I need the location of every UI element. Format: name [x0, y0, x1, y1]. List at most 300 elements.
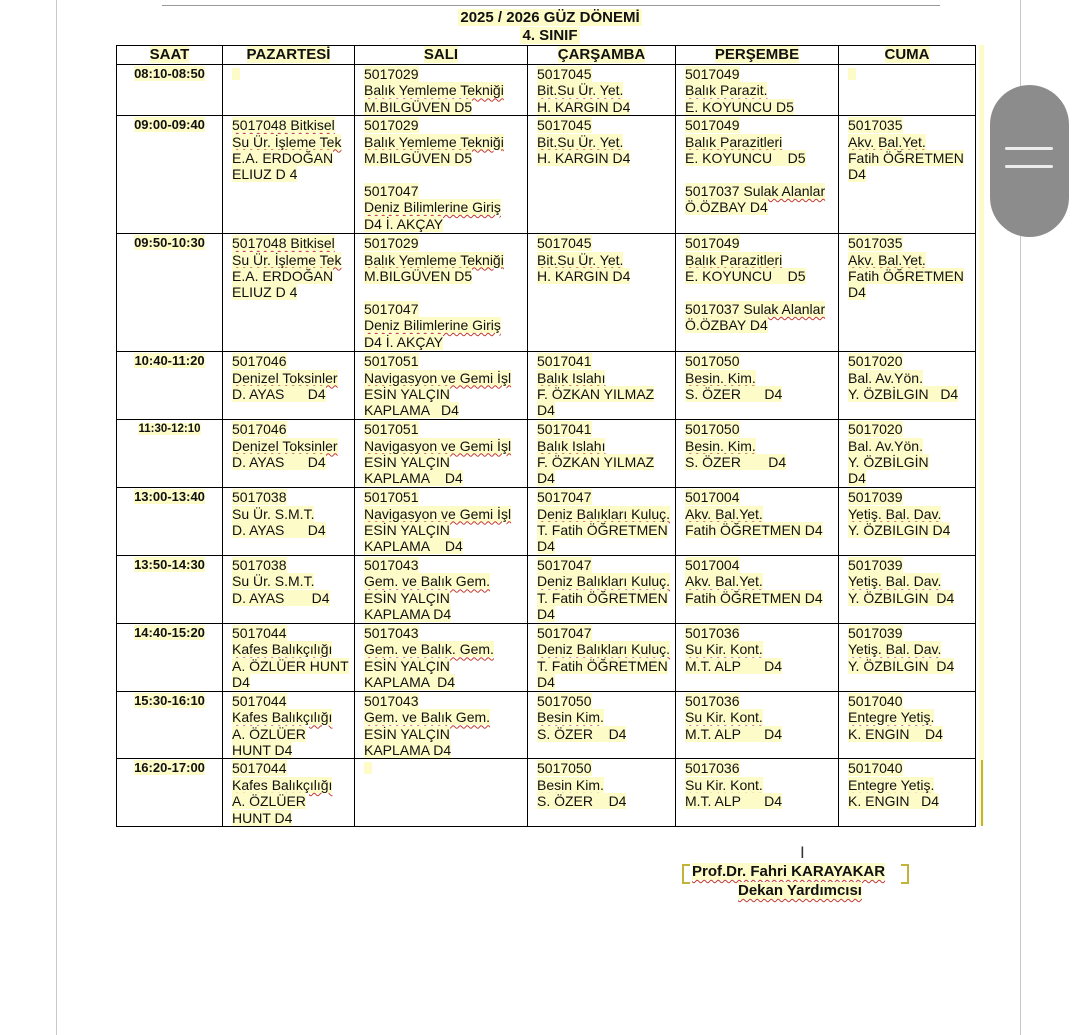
cell-text-line [232, 742, 354, 758]
cell-text: 5017048 Bitkisel [232, 117, 335, 134]
schedule-cell[interactable] [223, 691, 355, 759]
cell-text: Entegre Yetiş. [848, 709, 935, 726]
cell-text: 5017044 [232, 692, 287, 709]
cell-text: 5017036 [685, 760, 740, 777]
table-row [117, 623, 976, 691]
schedule-cell[interactable] [355, 759, 528, 827]
cell-text-line [848, 386, 975, 402]
cell-text: Y. ÖZBILGIN D4 [848, 522, 951, 539]
cell-text-line [848, 134, 975, 150]
schedule-cell[interactable] [839, 420, 976, 488]
cell-text-line [685, 370, 838, 386]
cell-text: A. ÖZLÜER HUNT [232, 657, 349, 674]
cell-text-line [848, 506, 975, 522]
cell-text-line [848, 522, 975, 538]
cell-text: D4 İ. AKÇAY [364, 333, 444, 350]
cell-text-line [232, 117, 354, 133]
cell-text-line [364, 150, 527, 166]
cell-text-line [364, 522, 527, 538]
cell-spacer [685, 284, 838, 300]
cell-text: KAPLAMA D4 [364, 470, 463, 487]
cell-text-line [848, 268, 975, 284]
cell-text: 5017050 [685, 353, 740, 370]
table-row [117, 691, 976, 759]
time-slot-label: 10:40-11:20 [134, 353, 205, 369]
time-slot-label: 08:10-08:50 [134, 66, 205, 81]
schedule-cell[interactable] [528, 352, 676, 420]
cell-text: D4 [848, 284, 866, 301]
schedule-cell[interactable] [355, 420, 528, 488]
schedule-cell[interactable] [676, 623, 839, 691]
cell-text: 5017039 [848, 489, 903, 506]
schedule-cell[interactable] [528, 555, 676, 623]
cell-text: Balık Yemleme Tekniği [364, 251, 504, 268]
cell-text-line [685, 793, 838, 809]
schedule-cell[interactable] [528, 623, 676, 691]
cell-text: H. KARGIN D4 [537, 98, 631, 115]
cell-text: A. ÖZLÜER [232, 793, 306, 810]
cell-text-line [364, 353, 527, 369]
cell-text-line [685, 268, 838, 284]
schedule-cell[interactable] [528, 759, 676, 827]
schedule-cell[interactable] [676, 352, 839, 420]
cell-text: Balık Parazitleri [685, 133, 783, 150]
cell-text-line [364, 386, 527, 402]
cell-text: H. KARGIN D4 [537, 268, 631, 285]
schedule-cell[interactable] [839, 234, 976, 352]
cell-text-line [232, 370, 354, 386]
table-row [117, 759, 976, 827]
cell-text: Balık Yemleme Tekniği [364, 82, 504, 99]
cell-text: Deniz Balıkları Kuluç. [537, 505, 671, 522]
cell-text: D4 İ. AKÇAY [364, 215, 444, 232]
cell-text-line [232, 489, 354, 505]
cell-text-line [232, 421, 354, 437]
time-slot-label: 09:50-10:30 [134, 235, 205, 251]
cell-text: 5017050 [685, 421, 740, 438]
schedule-cell[interactable] [676, 555, 839, 623]
cell-text-line [232, 674, 354, 690]
schedule-cell[interactable] [676, 759, 839, 827]
cell-text: KAPLAMA D4 [364, 742, 452, 759]
cell-text-line [685, 522, 838, 538]
cell-text-line [685, 99, 838, 115]
cell-text-line [364, 557, 527, 573]
cell-text-line [685, 726, 838, 742]
cell-text-line [364, 606, 527, 622]
cell-text: M.BILGÜVEN D5 [364, 150, 473, 167]
cell-text: T. Fatih ÖĞRETMEN [537, 589, 668, 606]
cell-text-line [537, 658, 675, 674]
cell-text-line [848, 726, 975, 742]
cell-text-line [364, 742, 527, 758]
empty-cell-mark [848, 68, 856, 80]
cell-text-line [685, 625, 838, 641]
cell-text-line [848, 573, 975, 589]
cell-text-line [537, 235, 675, 251]
cell-text-line [537, 693, 675, 709]
cell-text: Yetiş. Bal. Dav. [848, 505, 942, 522]
schedule-cell[interactable] [676, 234, 839, 352]
cell-text: Bit.Su Ür. Yet. [537, 251, 624, 268]
cell-text-line [537, 557, 675, 573]
cell-spacer [685, 166, 838, 182]
cell-text-line [364, 82, 527, 98]
schedule-cell[interactable] [223, 488, 355, 556]
cell-text-line [685, 557, 838, 573]
cell-text-line [848, 470, 975, 486]
cell-text: 5017050 [537, 760, 592, 777]
cell-text: D4 [232, 674, 250, 691]
schedule-cell[interactable] [839, 116, 976, 234]
cell-text-line [848, 489, 975, 505]
header-carsamba: ÇARŞAMBA [528, 46, 676, 65]
cell-text: A. ÖZLÜER [232, 725, 306, 742]
schedule-cell[interactable] [528, 65, 676, 116]
cell-text: 5017044 [232, 760, 287, 777]
cell-text-line [537, 438, 675, 454]
time-slot [117, 759, 223, 827]
cell-text: Bit.Su Ür. Yet. [537, 133, 624, 150]
cell-text-line [685, 438, 838, 454]
cell-text-line [232, 777, 354, 793]
cell-spacer [364, 284, 527, 300]
cell-text-line [364, 301, 527, 317]
cell-text: D4 [848, 166, 866, 183]
cell-text: Su Kir. Kont. [685, 641, 763, 658]
cell-text-line [848, 438, 975, 454]
cell-text: 5017037 Sulak Alanlar [685, 182, 826, 199]
cell-text-line [232, 268, 354, 284]
cell-text: 5017045 [537, 117, 592, 134]
cell-text-line [537, 625, 675, 641]
cell-text-line [537, 99, 675, 115]
cell-text: 5017029 [364, 235, 419, 252]
cell-text: 5017036 [685, 624, 740, 641]
selection-bracket-left [682, 864, 690, 884]
schedule-cell[interactable] [355, 234, 528, 352]
cell-text: Akv. Bal.Yet. [685, 505, 763, 522]
scroll-thumb[interactable] [990, 85, 1069, 237]
cell-text: Besin. Kim. [685, 369, 756, 386]
cell-text-line [232, 150, 354, 166]
cell-text: ESİN YALÇIN [364, 454, 450, 471]
table-row [117, 488, 976, 556]
cell-text-line [364, 693, 527, 709]
time-slot-label: 13:00-13:40 [134, 489, 205, 505]
cell-text-line [685, 693, 838, 709]
schedule-cell[interactable] [839, 65, 976, 116]
cell-text-line [685, 421, 838, 437]
cell-text-line [848, 454, 975, 470]
schedule-cell[interactable] [676, 116, 839, 234]
schedule-cell[interactable] [223, 555, 355, 623]
cell-text-line [364, 625, 527, 641]
cell-text-line [537, 726, 675, 742]
cell-text-line [232, 557, 354, 573]
cell-text: 5017036 [685, 692, 740, 709]
table-row [117, 234, 976, 352]
cell-text: Kafes Balıkçılığı [232, 641, 333, 658]
time-slot [117, 623, 223, 691]
cell-text-line [685, 66, 838, 82]
schedule-cell[interactable] [839, 623, 976, 691]
cell-text-line [685, 658, 838, 674]
cell-text: 5017043 [364, 692, 419, 709]
cell-text: 5017044 [232, 624, 287, 641]
cell-text: D4 [848, 470, 866, 487]
cell-text: 5017051 [364, 421, 419, 438]
cell-text-line [685, 709, 838, 725]
schedule-cell[interactable] [223, 65, 355, 116]
cell-text-line [848, 370, 975, 386]
schedule-cell[interactable] [355, 691, 528, 759]
cell-text-line [848, 235, 975, 251]
cell-text-line [848, 641, 975, 657]
cell-text-line [537, 489, 675, 505]
cell-text-line [364, 66, 527, 82]
cell-text: T. Fatih ÖĞRETMEN [537, 522, 668, 539]
cell-text: 5017004 [685, 556, 740, 573]
cell-text: Su Ür. İşleme Tek [232, 133, 342, 150]
cell-text-line [232, 658, 354, 674]
cell-text-line [364, 590, 527, 606]
cell-text-line [364, 470, 527, 486]
cell-text: Entegre Yetiş. [848, 776, 935, 793]
cell-text-line [537, 470, 675, 486]
cell-text-line [537, 117, 675, 133]
cell-text: Su Ür. S.M.T. [232, 573, 315, 590]
cell-text: Akv. Bal.Yet. [848, 133, 926, 150]
schedule-cell[interactable] [355, 116, 528, 234]
cell-text-line [232, 726, 354, 742]
cell-text-line [848, 590, 975, 606]
schedule-cell[interactable] [839, 691, 976, 759]
cell-text: M.T. ALP D4 [685, 725, 783, 742]
cell-text-line [685, 777, 838, 793]
cell-text: ELIUZ D 4 [232, 284, 298, 301]
cell-text: Y. ÖZBİLGİN [848, 454, 929, 471]
cell-text: Bal. Av.Yön. [848, 369, 923, 386]
cell-text: 5017004 [685, 489, 740, 506]
cell-text: E. KOYUNCU D5 [685, 268, 806, 285]
cell-text: KAPLAMA D4 [364, 674, 456, 691]
cell-text-line [232, 454, 354, 470]
schedule-cell[interactable] [676, 488, 839, 556]
cell-text: Besin. Kim. [685, 437, 756, 454]
header-row [117, 46, 976, 65]
cell-text-line [537, 402, 675, 418]
schedule-cell[interactable] [839, 488, 976, 556]
schedule-cell[interactable] [355, 555, 528, 623]
cell-text-line [537, 674, 675, 690]
cell-text: Ö.ÖZBAY D4 [685, 199, 768, 216]
cell-text: D. AYAS D4 [232, 454, 326, 471]
cell-text: Y. ÖZBILGIN D4 [848, 589, 955, 606]
time-slot-label: 13:50-14:30 [134, 556, 205, 572]
cell-text-line [848, 658, 975, 674]
table-row [117, 65, 976, 116]
cell-text-line [848, 709, 975, 725]
schedule-cell[interactable] [676, 420, 839, 488]
cell-text: Deniz Bilimlerine Giriş [364, 199, 501, 216]
cell-text: 5017038 [232, 489, 287, 506]
cell-text: 5017020 [848, 421, 903, 438]
cell-text: E.A. ERDOĞAN [232, 150, 334, 167]
schedule-cell[interactable] [223, 116, 355, 234]
time-slot [117, 116, 223, 234]
cell-text: Bit.Su Ür. Yet. [537, 82, 624, 99]
schedule-cell[interactable] [355, 352, 528, 420]
table-row [117, 555, 976, 623]
schedule-cell[interactable] [355, 65, 528, 116]
cell-text-line [364, 454, 527, 470]
cell-text: ESİN YALÇIN [364, 522, 450, 539]
time-slot [117, 65, 223, 116]
cell-text: Fatih ÖĞRETMEN D4 [685, 522, 823, 539]
cell-text: ESİN YALÇIN [364, 386, 450, 403]
schedule-cell[interactable] [528, 488, 676, 556]
cell-text-line [364, 199, 527, 215]
cell-text-line [537, 82, 675, 98]
cell-text-line [848, 252, 975, 268]
empty-cell-mark [232, 68, 240, 80]
document-title: 2025 / 2026 GÜZ DÖNEMİ [460, 9, 640, 26]
cell-text-line [537, 150, 675, 166]
cell-text: 5017041 [537, 421, 592, 438]
cell-text-line [232, 134, 354, 150]
schedule-cell[interactable] [223, 420, 355, 488]
schedule-cell[interactable] [355, 623, 528, 691]
cell-text-line [232, 793, 354, 809]
time-slot [117, 555, 223, 623]
cell-text-line [685, 506, 838, 522]
cell-text: 5017035 [848, 117, 903, 134]
cell-text: 5017049 [685, 66, 740, 82]
cell-text-line [232, 386, 354, 402]
schedule-cell[interactable] [223, 352, 355, 420]
cell-text: M.T. ALP D4 [685, 793, 783, 810]
schedule-cell[interactable] [676, 65, 839, 116]
cell-text: Deniz Balıkları Kuluç. [537, 573, 671, 590]
cell-text-line [364, 658, 527, 674]
cell-text-line [537, 370, 675, 386]
header-pazartesi: PAZARTESİ [223, 46, 355, 65]
header-sali: SALI [355, 46, 528, 65]
cell-text-line [232, 353, 354, 369]
schedule-cell[interactable] [223, 623, 355, 691]
cell-text-line [537, 590, 675, 606]
cell-text-line [848, 693, 975, 709]
cell-text: KAPLAMA D4 [364, 606, 452, 623]
cell-text-line [685, 317, 838, 333]
cell-text-line [232, 252, 354, 268]
cell-text-line [364, 334, 527, 350]
cell-text-line [232, 284, 354, 300]
cell-text-line [232, 438, 354, 454]
header-cuma: CUMA [839, 46, 976, 65]
cell-text: 5017049 [685, 117, 740, 134]
cell-text: 5017050 [537, 692, 592, 709]
cell-text-line [685, 590, 838, 606]
schedule-cell[interactable] [528, 116, 676, 234]
cell-text: S. ÖZER D4 [537, 725, 627, 742]
cell-text-line [364, 216, 527, 232]
schedule-cell[interactable] [839, 352, 976, 420]
cell-text: Deniz Bilimlerine Giriş [364, 317, 501, 334]
cell-text: 5017020 [848, 353, 903, 370]
schedule-cell[interactable] [676, 691, 839, 759]
cell-text: Balık Islahı [537, 437, 606, 454]
cell-text: D4 [537, 470, 555, 487]
cell-text-line [848, 150, 975, 166]
cell-text: D4 [537, 538, 555, 555]
cell-text-line [364, 709, 527, 725]
cell-text-line [537, 538, 675, 554]
cell-text-line [685, 641, 838, 657]
cell-text: D4 [537, 674, 555, 691]
cell-text: D. AYAS D4 [232, 386, 326, 403]
schedule-cell[interactable] [355, 488, 528, 556]
cell-text-line [848, 557, 975, 573]
cell-text: 5017041 [537, 353, 592, 370]
cell-text: Y. ÖZBILGIN D4 [848, 657, 955, 674]
schedule-cell[interactable] [839, 555, 976, 623]
cell-text-line [537, 709, 675, 725]
cell-text-line [364, 538, 527, 554]
schedule-cell[interactable] [528, 420, 676, 488]
cell-text-line [232, 709, 354, 725]
schedule-cell[interactable] [223, 759, 355, 827]
cell-text: Su Ür. İşleme Tek [232, 251, 342, 268]
cell-text-line [537, 268, 675, 284]
schedule-cell[interactable] [528, 234, 676, 352]
cell-text-line [537, 573, 675, 589]
schedule-cell[interactable] [528, 691, 676, 759]
cell-text-line [848, 117, 975, 133]
cell-text: Besin Kim. [537, 709, 604, 726]
time-slot [117, 234, 223, 352]
drag-handle-icon [1005, 165, 1053, 168]
table-row [117, 420, 976, 488]
cell-text-line [364, 438, 527, 454]
cell-text: 5017047 [537, 556, 592, 573]
cell-text-line [537, 386, 675, 402]
cell-text-line [537, 641, 675, 657]
cell-text-line [848, 760, 975, 776]
cell-text: Balık Parazit. [685, 82, 768, 99]
cell-text-line [537, 66, 675, 82]
schedule-cell[interactable] [223, 234, 355, 352]
cell-text-line [232, 641, 354, 657]
cell-text-line [232, 760, 354, 776]
cell-text: M.BILGÜVEN D5 [364, 98, 473, 115]
cell-text: 5017043 [364, 556, 419, 573]
cell-text-line [364, 99, 527, 115]
cell-text-line [364, 183, 527, 199]
cell-text-line [364, 117, 527, 133]
cell-text: 5017047 [364, 300, 419, 317]
cell-text: F. ÖZKAN YILMAZ [537, 454, 655, 471]
cell-text-line [232, 693, 354, 709]
cell-text: Fatih ÖĞRETMEN D4 [685, 589, 823, 606]
cell-text: 5017040 [848, 760, 903, 777]
schedule-cell[interactable] [839, 759, 976, 827]
cell-text-line [685, 454, 838, 470]
cell-text-line [537, 522, 675, 538]
cell-text: D4 [537, 606, 555, 623]
document-subtitle: 4. SINIF [522, 27, 578, 44]
